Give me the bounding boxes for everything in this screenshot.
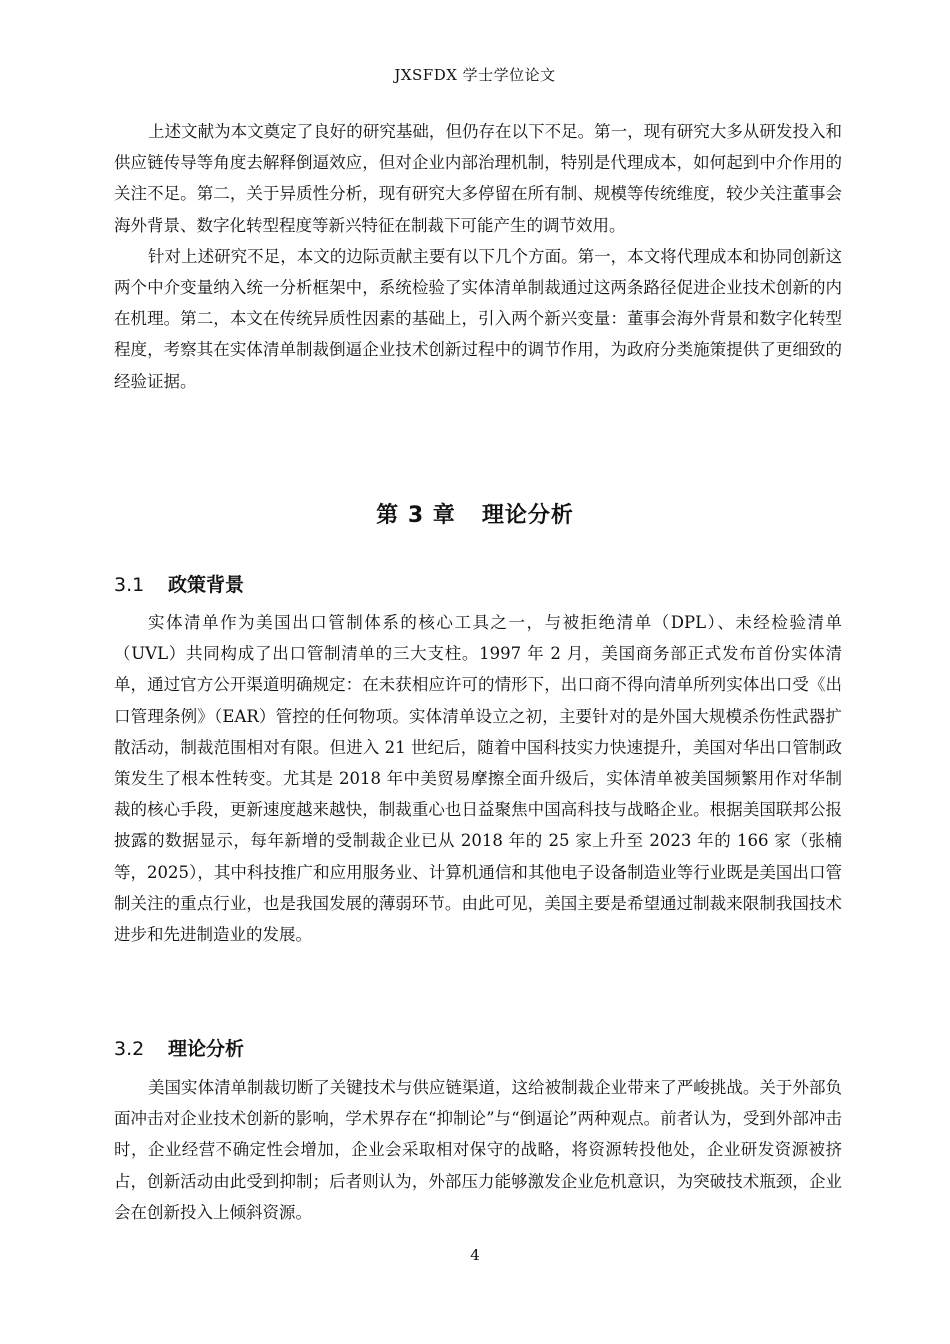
paragraph: 美国实体清单制裁切断了关键技术与供应链渠道，这给被制裁企业带来了严峻挑战。关于外部负面冲击对企业技术创新的影响，学术界存在“抑制论”与“倒逼论”两种观点。前者认为，受到外部冲击时，企业经营不确定性会增加，企业会采取相对保守的战略，将资源转投他处，企业研发资源被挤占，创新活动由此受到抑制；后者则认为，外部压力能够激发企业危机意识，为突破技术瓶颈，企业会在创新投入上倾斜资源。 xyxy=(114,1078,842,1222)
chapter-title xyxy=(0,498,950,529)
page-number: 4 xyxy=(470,1246,480,1264)
section-heading xyxy=(114,570,244,597)
chapter-number: 第 3 章 xyxy=(376,503,456,528)
paragraph: 针对上述研究不足，本文的边际贡献主要有以下几个方面。第一，本文将代理成本和协同创新这两个中介变量纳入统一分析框架中，系统检验了实体清单制裁通过这两条路径促进企业技术创新的内在机理。第二，本文在传统异质性因素的基础上，引入两个新兴变量：董事会海外背景和数字化转型程度，考察其在实体清单制裁倒逼企业技术创新过程中的调节作用，为政府分类施策提供了更细致的经验证据。 xyxy=(114,246,842,391)
section-body xyxy=(114,1072,842,1228)
running-header: JXSFDX 学士学位论文 xyxy=(394,66,556,84)
section-number: 3.1 xyxy=(114,574,145,596)
section-heading xyxy=(114,1034,244,1061)
paragraph: 上述文献为本文奠定了良好的研究基础，但仍存在以下不足。第一，现有研究大多从研发投入和供应链传导等角度去解释倒逼效应，但对企业内部治理机制，特别是代理成本，如何起到中介作用的关注不足。第二，关于异质性分析，现有研究大多停留在所有制、规模等传统维度，较少关注董事会海外背景、数字化转型程度等新兴特征在制裁下可能产生的调节效用。 xyxy=(114,122,842,235)
section-title-text: 政策背景 xyxy=(168,574,245,596)
intro-text xyxy=(114,116,842,397)
section-title-text: 理论分析 xyxy=(168,1038,245,1060)
section-body xyxy=(114,607,842,950)
section-number: 3.2 xyxy=(114,1038,145,1060)
paragraph: 实体清单作为美国出口管制体系的核心工具之一，与被拒绝清单（DPL）、未经检验清单（UVL）共同构成了出口管制清单的三大支柱。1997 年 2 月，美国商务部正式发布首份实体清单，通过官方公开渠道明确规定：在未获相应许可的情形下，出口商不得向清单所列实体出口受《出口管理条例》（EAR）管控的任何物项。实体清单设立之初，主要针对的是外国大规模杀伤性武器扩散活动，制裁范围相对有限。但进入 21 世纪后，随着中国科技实力快速提升，美国对华出口管制政策发生了根本性转变。尤其是 2018 年中美贸易摩擦全面升级后，实体清单被美国频繁用作对华制裁的核心手段，更新速度越来越快，制裁重心也日益聚焦中国高科技与战略企业。根据美国联邦公报披露的数据显示，每年新增的受制裁企业已从 2018 年的 25 家上升至 2023 年的 166 家（张楠等，2025），其中科技推广和应用服务业、计算机通信和其他电子设备制造业等行业既是美国出口管制关注的重点行业，也是我国发展的薄弱环节。由此可见，美国主要是希望通过制裁来限制我国技术进步和先进制造业的发展。 xyxy=(114,613,842,945)
chapter-title-text: 理论分析 xyxy=(481,503,574,528)
